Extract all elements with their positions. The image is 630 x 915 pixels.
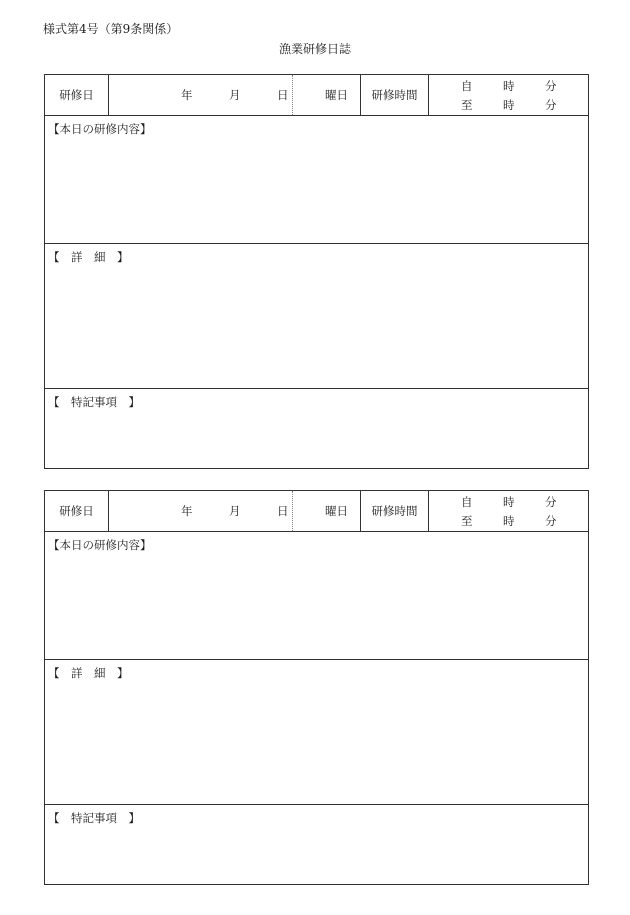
- year-unit: 年: [181, 504, 193, 518]
- training-content-section[interactable]: [45, 532, 588, 660]
- training-time-label: [361, 491, 429, 531]
- training-date-label-text: 研修日: [59, 88, 94, 102]
- from-label: 自: [461, 495, 473, 509]
- training-content-section[interactable]: [45, 116, 588, 244]
- details-section[interactable]: [45, 660, 588, 805]
- details-label: 【 詳 細 】: [48, 666, 129, 680]
- training-date-label-text: 研修日: [59, 504, 94, 518]
- to-minute-unit: 分: [545, 514, 557, 528]
- details-label: 【 詳 細 】: [48, 250, 129, 264]
- document-title: 漁業研修日誌: [278, 42, 351, 56]
- from-minute-unit: 分: [545, 79, 557, 93]
- diary-entry: [44, 490, 589, 885]
- special-notes-label: 【 特記事項 】: [48, 811, 140, 825]
- weekday-unit: 曜日: [325, 504, 348, 518]
- from-minute-unit: 分: [545, 495, 557, 509]
- entry-header-row: [45, 75, 588, 116]
- date-field[interactable]: [109, 75, 293, 115]
- training-content-label: 【本日の研修内容】: [48, 122, 152, 136]
- diary-entry: [44, 74, 589, 469]
- training-date-label: [45, 75, 109, 115]
- training-time-label-text: 研修時間: [371, 88, 418, 102]
- to-label: 至: [461, 98, 473, 112]
- weekday-unit: 曜日: [325, 88, 348, 102]
- training-time-label-text: 研修時間: [371, 504, 418, 518]
- day-unit: 日: [277, 88, 289, 102]
- to-hour-unit: 時: [503, 98, 515, 112]
- special-notes-section[interactable]: [45, 389, 588, 469]
- entry-header-row: [45, 491, 588, 532]
- time-field[interactable]: [429, 75, 589, 115]
- month-unit: 月: [229, 88, 241, 102]
- special-notes-label: 【 特記事項 】: [48, 395, 140, 409]
- day-unit: 日: [277, 504, 289, 518]
- training-date-label: [45, 491, 109, 531]
- weekday-field[interactable]: [293, 491, 361, 531]
- from-label: 自: [461, 79, 473, 93]
- from-hour-unit: 時: [503, 495, 515, 509]
- date-field[interactable]: [109, 491, 293, 531]
- month-unit: 月: [229, 504, 241, 518]
- time-field[interactable]: [429, 491, 589, 531]
- to-minute-unit: 分: [545, 98, 557, 112]
- special-notes-section[interactable]: [45, 805, 588, 885]
- year-unit: 年: [181, 88, 193, 102]
- to-hour-unit: 時: [503, 514, 515, 528]
- details-section[interactable]: [45, 244, 588, 389]
- from-hour-unit: 時: [503, 79, 515, 93]
- weekday-field[interactable]: [293, 75, 361, 115]
- to-label: 至: [461, 514, 473, 528]
- form-number-label: 様式第4号（第9条関係）: [43, 22, 179, 36]
- training-time-label: [361, 75, 429, 115]
- training-content-label: 【本日の研修内容】: [48, 538, 152, 552]
